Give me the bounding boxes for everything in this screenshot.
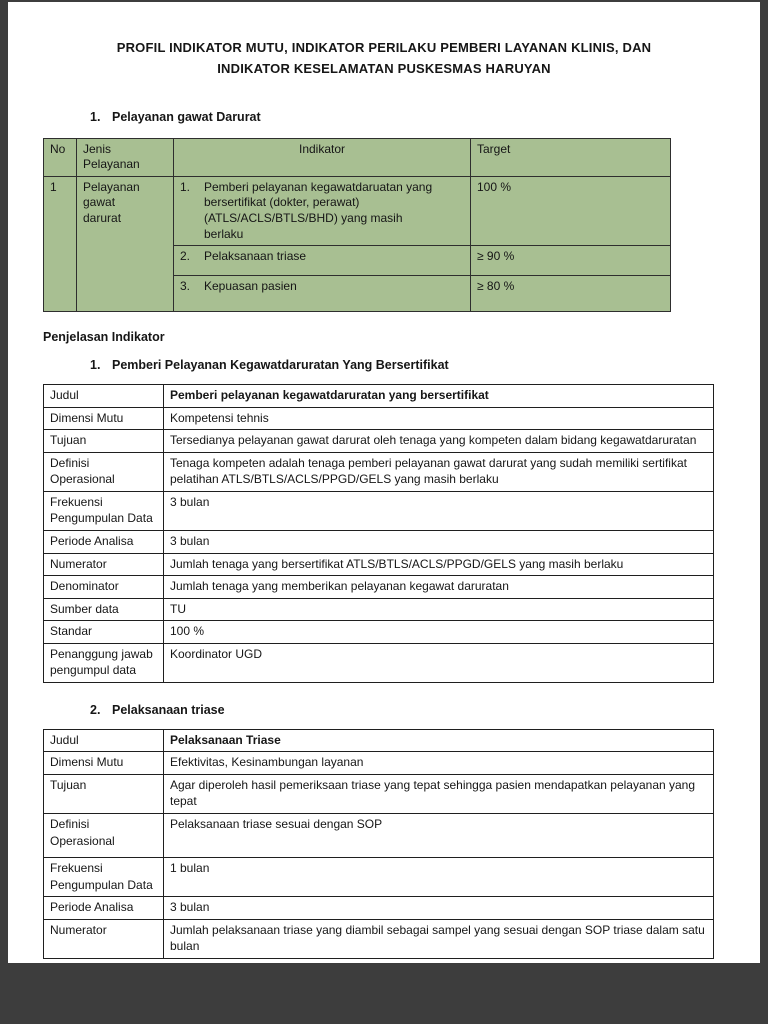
row-label: Dimensi Mutu bbox=[44, 407, 164, 430]
table-row bbox=[44, 452, 714, 491]
row-value: Pelaksanaan Triase bbox=[164, 729, 714, 752]
subsection-heading-pelaksanaan-triase bbox=[90, 703, 760, 717]
row-value: Pemberi pelayanan kegawatdaruratan yang bersertifikat bbox=[164, 385, 714, 408]
row-value: Jumlah tenaga yang memberikan pelayanan kegawat daruratan bbox=[164, 576, 714, 599]
row-label: Tujuan bbox=[44, 774, 164, 813]
indicator-detail-table-1 bbox=[43, 384, 714, 683]
row-label: Numerator bbox=[44, 919, 164, 958]
cell-no: 1 bbox=[44, 176, 77, 311]
indicator-number: 3. bbox=[180, 279, 191, 294]
row-value: Tenaga kompeten adalah tenaga pemberi pelayanan gawat darurat yang sudah memiliki sertifikat pelatihan ATLS/BTLS/ACLS/PPGD/GELS yang masih berlaku bbox=[164, 452, 714, 491]
row-label: Numerator bbox=[44, 553, 164, 576]
row-value: Pelaksanaan triase sesuai dengan SOP bbox=[164, 814, 714, 858]
row-label: Periode Analisa bbox=[44, 530, 164, 553]
indicator-text: Pelaksanaan triase bbox=[204, 249, 307, 264]
row-label: Definisi Operasional bbox=[44, 452, 164, 491]
row-label: Periode Analisa bbox=[44, 897, 164, 920]
row-label: Definisi Operasional bbox=[44, 814, 164, 858]
cell-indicator-1 bbox=[174, 176, 471, 245]
summary-table-row-1 bbox=[44, 176, 671, 245]
table-row bbox=[44, 407, 714, 430]
row-value: 1 bulan bbox=[164, 858, 714, 897]
jenis-pelayanan-text: Pelayanan gawat darurat bbox=[83, 179, 140, 225]
row-value: Jumlah tenaga yang bersertifikat ATLS/BTLS/ACLS/PPGD/GELS yang masih berlaku bbox=[164, 553, 714, 576]
document-title bbox=[8, 38, 760, 80]
table-row bbox=[44, 643, 714, 682]
header-jenis-pelayanan: Jenis Pelayanan bbox=[77, 138, 174, 176]
indicator-summary-table bbox=[43, 138, 671, 313]
table-row bbox=[44, 919, 714, 958]
row-value: Kompetensi tehnis bbox=[164, 407, 714, 430]
table-row bbox=[44, 621, 714, 644]
cell-target-2: ≥ 90 % bbox=[471, 246, 671, 276]
subsection-number: 1. bbox=[90, 358, 101, 373]
indicator-item-2 bbox=[180, 249, 464, 265]
table-row bbox=[44, 858, 714, 897]
indicator-text: Pemberi pelayanan kegawatdaruatan yang bersertifikat (dokter, perawat) (ATLS/ACLS/BTLS/BHD) yang masih berlaku bbox=[204, 179, 433, 241]
table-row bbox=[44, 553, 714, 576]
header-target: Target bbox=[471, 138, 671, 176]
indicator-item-1 bbox=[180, 180, 464, 242]
row-value: 3 bulan bbox=[164, 897, 714, 920]
table-row bbox=[44, 729, 714, 752]
subsection-heading-text: Pelaksanaan triase bbox=[112, 702, 225, 717]
header-no: No bbox=[44, 138, 77, 176]
table-row bbox=[44, 752, 714, 775]
penjelasan-indikator-heading: Penjelasan Indikator bbox=[43, 330, 165, 345]
section-heading-pelayanan-gawat-darurat bbox=[90, 110, 760, 124]
row-label: Tujuan bbox=[44, 430, 164, 453]
indicator-item-3 bbox=[180, 279, 464, 295]
row-label: Standar bbox=[44, 621, 164, 644]
section-heading-text: Pelayanan gawat Darurat bbox=[112, 109, 261, 124]
row-value: 3 bulan bbox=[164, 530, 714, 553]
row-label: Judul bbox=[44, 385, 164, 408]
subsection-number: 2. bbox=[90, 702, 101, 717]
row-value: 3 bulan bbox=[164, 491, 714, 530]
indicator-text: Kepuasan pasien bbox=[204, 279, 297, 294]
table-row bbox=[44, 774, 714, 813]
subsection-heading-pemberi-pelayanan bbox=[90, 358, 760, 372]
indicator-number: 2. bbox=[180, 249, 191, 264]
subsection-heading-text: Pemberi Pelayanan Kegawatdaruratan Yang Bersertifikat bbox=[112, 358, 449, 373]
row-value: Agar diperoleh hasil pemeriksaan triase yang tepat sehingga pasien mendapatkan pelayanan yang tepat bbox=[164, 774, 714, 813]
cell-target-1: 100 % bbox=[471, 176, 671, 245]
row-value: Tersedianya pelayanan gawat darurat oleh tenaga yang kompeten dalam bidang kegawatdaruratan bbox=[164, 430, 714, 453]
table-row bbox=[44, 576, 714, 599]
row-label: Dimensi Mutu bbox=[44, 752, 164, 775]
table-row bbox=[44, 598, 714, 621]
table-row bbox=[44, 430, 714, 453]
document-title-line-2: INDIKATOR KESELAMATAN PUSKESMAS HARUYAN bbox=[217, 60, 551, 76]
table-row bbox=[44, 385, 714, 408]
row-value: 100 % bbox=[164, 621, 714, 644]
indicator-detail-table-2 bbox=[43, 729, 714, 959]
row-label: Denominator bbox=[44, 576, 164, 599]
cell-indicator-2 bbox=[174, 246, 471, 276]
cell-jenis-pelayanan bbox=[77, 176, 174, 311]
row-label: Judul bbox=[44, 729, 164, 752]
table-row bbox=[44, 530, 714, 553]
summary-table-header-row bbox=[44, 138, 671, 176]
row-label: Penanggung jawab pengumpul data bbox=[44, 643, 164, 682]
document-title-line-1: PROFIL INDIKATOR MUTU, INDIKATOR PERILAKU PEMBERI LAYANAN KLINIS, DAN bbox=[116, 40, 652, 55]
row-label: Frekuensi Pengumpulan Data bbox=[44, 858, 164, 897]
table-row bbox=[44, 897, 714, 920]
cell-indicator-3 bbox=[174, 276, 471, 312]
row-value: Efektivitas, Kesinambungan layanan bbox=[164, 752, 714, 775]
indicator-number: 1. bbox=[180, 179, 191, 194]
table-row bbox=[44, 814, 714, 858]
row-value: Koordinator UGD bbox=[164, 643, 714, 682]
row-value: TU bbox=[164, 598, 714, 621]
table-row bbox=[44, 491, 714, 530]
row-value: Jumlah pelaksanaan triase yang diambil sebagai sampel yang sesuai dengan SOP triase dalam satu bulan bbox=[164, 919, 714, 958]
document-page bbox=[8, 2, 760, 963]
row-label: Frekuensi Pengumpulan Data bbox=[44, 491, 164, 530]
section-number: 1. bbox=[90, 109, 101, 124]
header-indikator: Indikator bbox=[174, 138, 471, 176]
cell-target-3: ≥ 80 % bbox=[471, 276, 671, 312]
row-label: Sumber data bbox=[44, 598, 164, 621]
